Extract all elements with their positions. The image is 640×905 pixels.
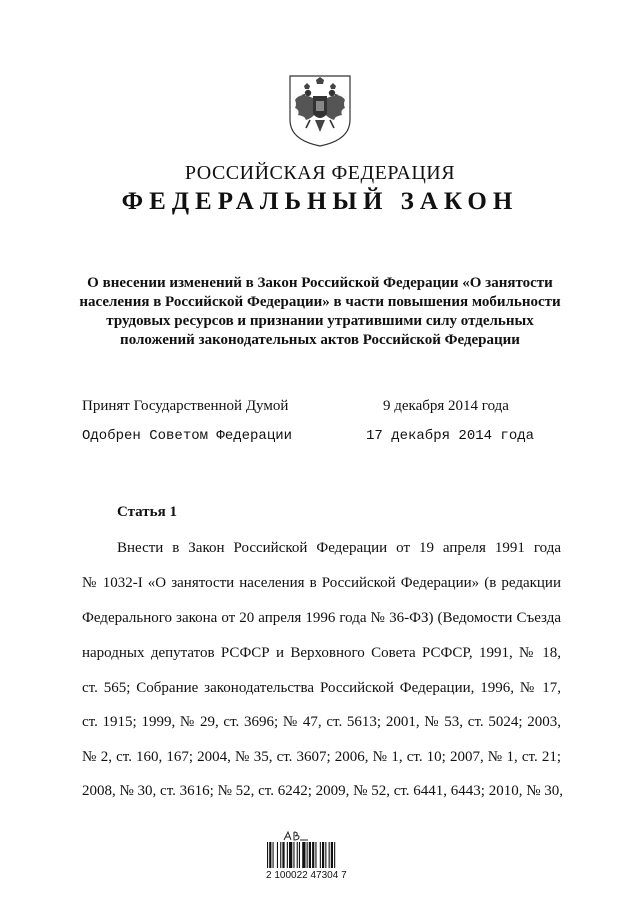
law-title-line: трудовых ресурсов и признании утратившими силу отдельных (106, 313, 534, 329)
article-text-line: № 2, ст. 160, 167; 2004, № 35, ст. 3607; 2006, № 1, ст. 10; 2007, № 1, ст. 21; (82, 749, 561, 765)
article-text-line: народных депутатов РСФСР и Верховного Совета РСФСР, 1991, № 18, (82, 645, 561, 661)
article-text-line: Федерального закона от 20 апреля 1996 года № 36-ФЗ) (Ведомости Съезда (82, 610, 561, 626)
council-approval-label: Одобрен Советом Федерации (82, 428, 293, 444)
barcode-number: 2 100022 47304 7 (266, 870, 347, 881)
article-text-line: 2008, № 30, ст. 3616; № 52, ст. 6242; 2009, № 52, ст. 6441, 6443; 2010, № 30, (82, 783, 564, 799)
stamp-initials (282, 830, 310, 842)
article-text-line: ст. 1915; 1999, № 29, ст. 3696; № 47, ст. 5613; 2001, № 53, ст. 5024; 2003, (82, 714, 561, 730)
council-approval-date: 17 декабря 2014 года (366, 428, 535, 444)
law-title-line: населения в Российской Федерации» в части повышения мобильности (79, 294, 561, 310)
document-type: ФЕДЕРАЛЬНЫЙ ЗАКОН (121, 188, 519, 215)
duma-adoption-date: 9 декабря 2014 года (383, 398, 509, 414)
duma-adoption-label: Принят Государственной Думой (82, 398, 289, 414)
article-heading: Статья 1 (117, 504, 177, 520)
law-title (70, 274, 570, 350)
country-name: РОССИЙСКАЯ ФЕДЕРАЦИЯ (184, 162, 456, 184)
double-headed-eagle-icon (286, 70, 354, 148)
law-title-line: О внесении изменений в Закон Российской Федерации «О занятости (87, 275, 553, 291)
article-text-line: Внести в Закон Российской Федерации от 19 апреля 1991 года (117, 540, 561, 556)
article-text-line: ст. 565; Собрание законодательства Российской Федерации, 1996, № 17, (82, 680, 561, 696)
article-text-line: № 1032-I «О занятости населения в Российской Федерации» (в редакции (82, 575, 561, 591)
barcode-icon (266, 842, 374, 868)
law-title-line: положений законодательных актов Российской Федерации (120, 332, 520, 348)
document-barcode (266, 830, 376, 882)
